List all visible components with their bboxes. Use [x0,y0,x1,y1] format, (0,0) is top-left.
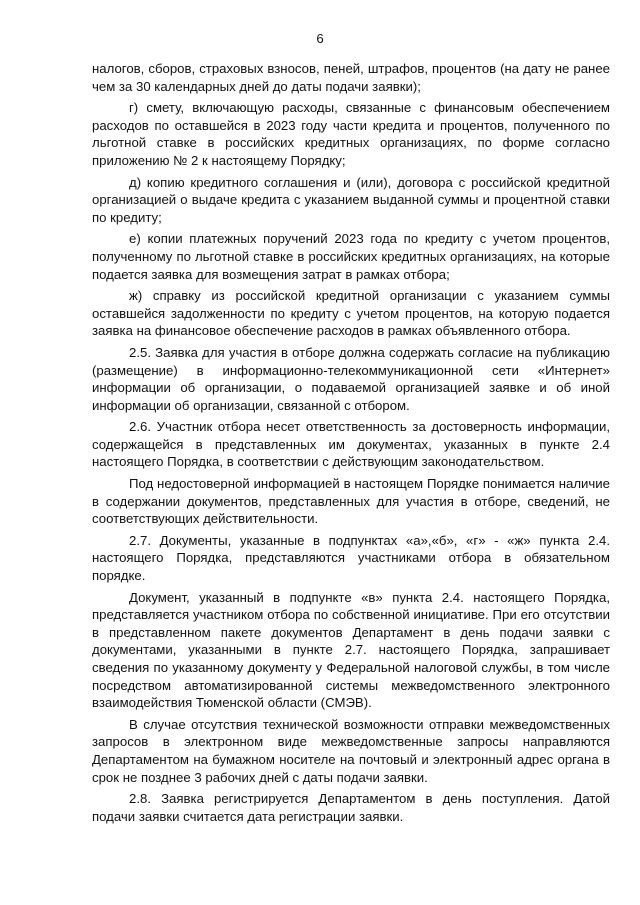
paragraph-taxes-continuation: налогов, сборов, страховых взносов, пеней, штрафов, процентов (на дату не ранее чем за 30 календарных дней до даты подачи заявки); [92,61,610,94]
paragraph-item-zh-bank-certificate: ж) справку из российской кредитной организации с указанием суммы оставшейся задолженности по кредиту с учетом процентов, на которую подается заявка на финансовое обеспечение расходов в рамках объявленного отбора. [92,288,610,339]
paragraph-unreliable-info: Под недостоверной информацией в настоящем Порядке понимается наличие в содержании документов, представленных для участия в отборе, сведений, не соответствующих действительности. [92,476,610,527]
paragraph-2-8: 2.8. Заявка регистрируется Департаментом в день поступления. Датой подачи заявки считается дата регистрации заявки. [92,791,610,824]
paragraph-item-d-credit-agreement: д) копию кредитного соглашения и (или), договора с российской кредитной организацией о выдаче кредита с указанием выданной суммы и процентной ставки по кредиту; [92,174,610,225]
paragraph-2-6: 2.6. Участник отбора несет ответственность за достоверность информации, содержащейся в представленных им документах, указанных в пункте 2.4 настоящего Порядка, в соответствии с действующим законодательством. [92,419,610,470]
page-number: 6 [316,31,324,46]
paragraph-item-g-estimate: г) смету, включающую расходы, связанные с финансовым обеспечением расходов по оставшейся в 2023 году части кредита и процентов, полученного по льготной ставке в российских кредитных организациях, по форме согласно приложению № 2 к настоящему Порядку; [92,100,610,168]
paragraph-2-7: 2.7. Документы, указанные в подпунктах «а»,«б», «г» - «ж» пункта 2.4. настоящего Порядка, представляются участниками отбора в обязательном порядке. [92,532,610,584]
paragraph-2-5: 2.5. Заявка для участия в отборе должна содержать согласие на публикацию (размещение) в информационно-телекоммуникационной сети «Интернет» информации об организации, о подаваемой организацией заявке и об иной информации об организации, связанной с отбором. [92,344,610,413]
document-body [92,60,610,829]
paragraph-item-e-payment-orders: е) копии платежных поручений 2023 года по кредиту с учетом процентов, полученному по льготной ставке в российских кредитных организациях, на которые подается заявка для возмещения затрат в рамках отбора; [92,231,610,282]
paragraph-no-technical-capability: В случае отсутствия технической возможности отправки межведомственных запросов в электронном виде межведомственные запросы направляются Департаментом на бумажном носителе на почтовый и электронный адрес органа в срок не позднее 3 рабочих дней с даты подачи заявки. [92,716,610,785]
paragraph-document-v: Документ, указанный в подпункте «в» пункта 2.4. настоящего Порядка, представляется участником отбора по собственной инициативе. При его отсутствии в представленном пакете документов Департамент в день подачи заявки с документами, указанными в пункте 2.7. настоящего Порядка, запрашивает сведения по указанному документу у Федеральной налоговой службы, в том числе посредством автоматизированной системы межведомственного электронного взаимодействия Тюменской области (СМЭВ). [92,589,610,711]
